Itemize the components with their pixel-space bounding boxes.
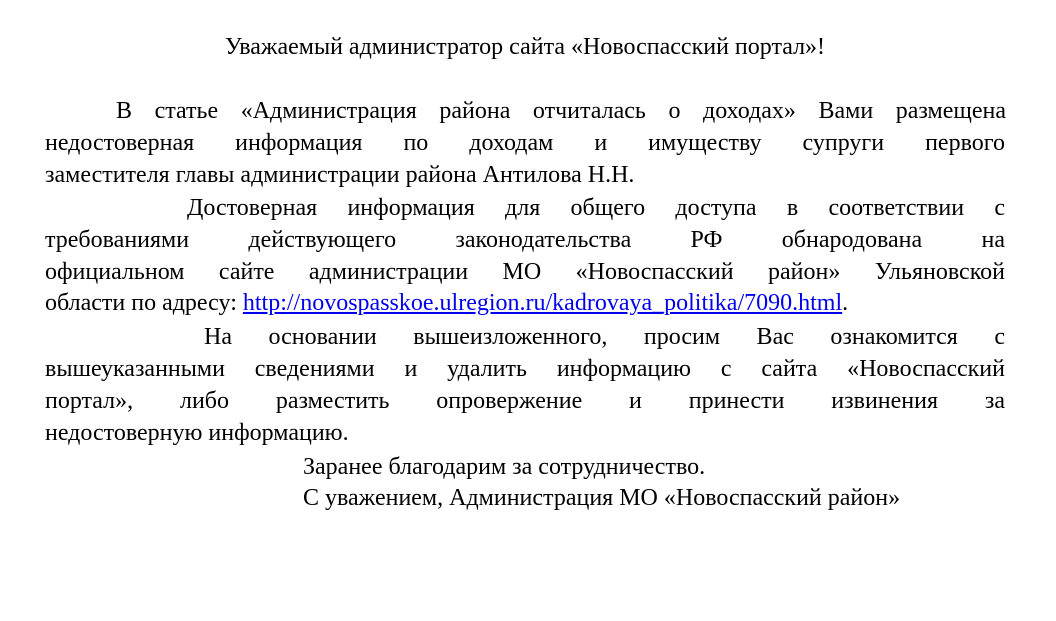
paragraph-2-line-4 bbox=[45, 288, 1005, 318]
paragraph-3-line-1: На основании вышеизложенного, просим Вас ознакомится с bbox=[204, 324, 1005, 350]
letter-greeting: Уважаемый администратор сайта «Новоспасский портал»! bbox=[224, 34, 826, 60]
paragraph-3-line-4: недостоверную информацию. bbox=[45, 420, 349, 446]
paragraph-2-line-2: требованиями действующего законодательства РФ обнародована на bbox=[45, 227, 1005, 253]
closing-thanks: Заранее благодарим за сотрудничество. bbox=[303, 454, 706, 480]
address-suffix: . bbox=[842, 290, 849, 316]
admin-site-link[interactable]: http://novospasskoe.ulregion.ru/kadrovaya_politika/7090.html bbox=[242, 290, 843, 316]
paragraph-1-line-1: В статье «Администрация района отчиталась о доходах» Вами размещена bbox=[116, 98, 1006, 124]
paragraph-3-line-2: вышеуказанными сведениями и удалить информацию с сайта «Новоспасский bbox=[45, 356, 1005, 382]
paragraph-1-line-2: недостоверная информация по доходам и имуществу супруги первого bbox=[45, 130, 1005, 156]
address-prefix: области по адресу: bbox=[45, 290, 243, 316]
paragraph-1-line-3: заместителя главы администрации района Антилова Н.Н. bbox=[45, 162, 635, 188]
closing-signature: С уважением, Администрация МО «Новоспасский район» bbox=[303, 485, 901, 511]
paragraph-2-line-1: Достоверная информация для общего доступа в соответствии с bbox=[187, 195, 1005, 221]
paragraph-3-line-3: портал», либо разместить опровержение и принести извинения за bbox=[45, 388, 1005, 414]
paragraph-2-line-3: официальном сайте администрации МО «Новоспасский район» Ульяновской bbox=[45, 259, 1005, 285]
